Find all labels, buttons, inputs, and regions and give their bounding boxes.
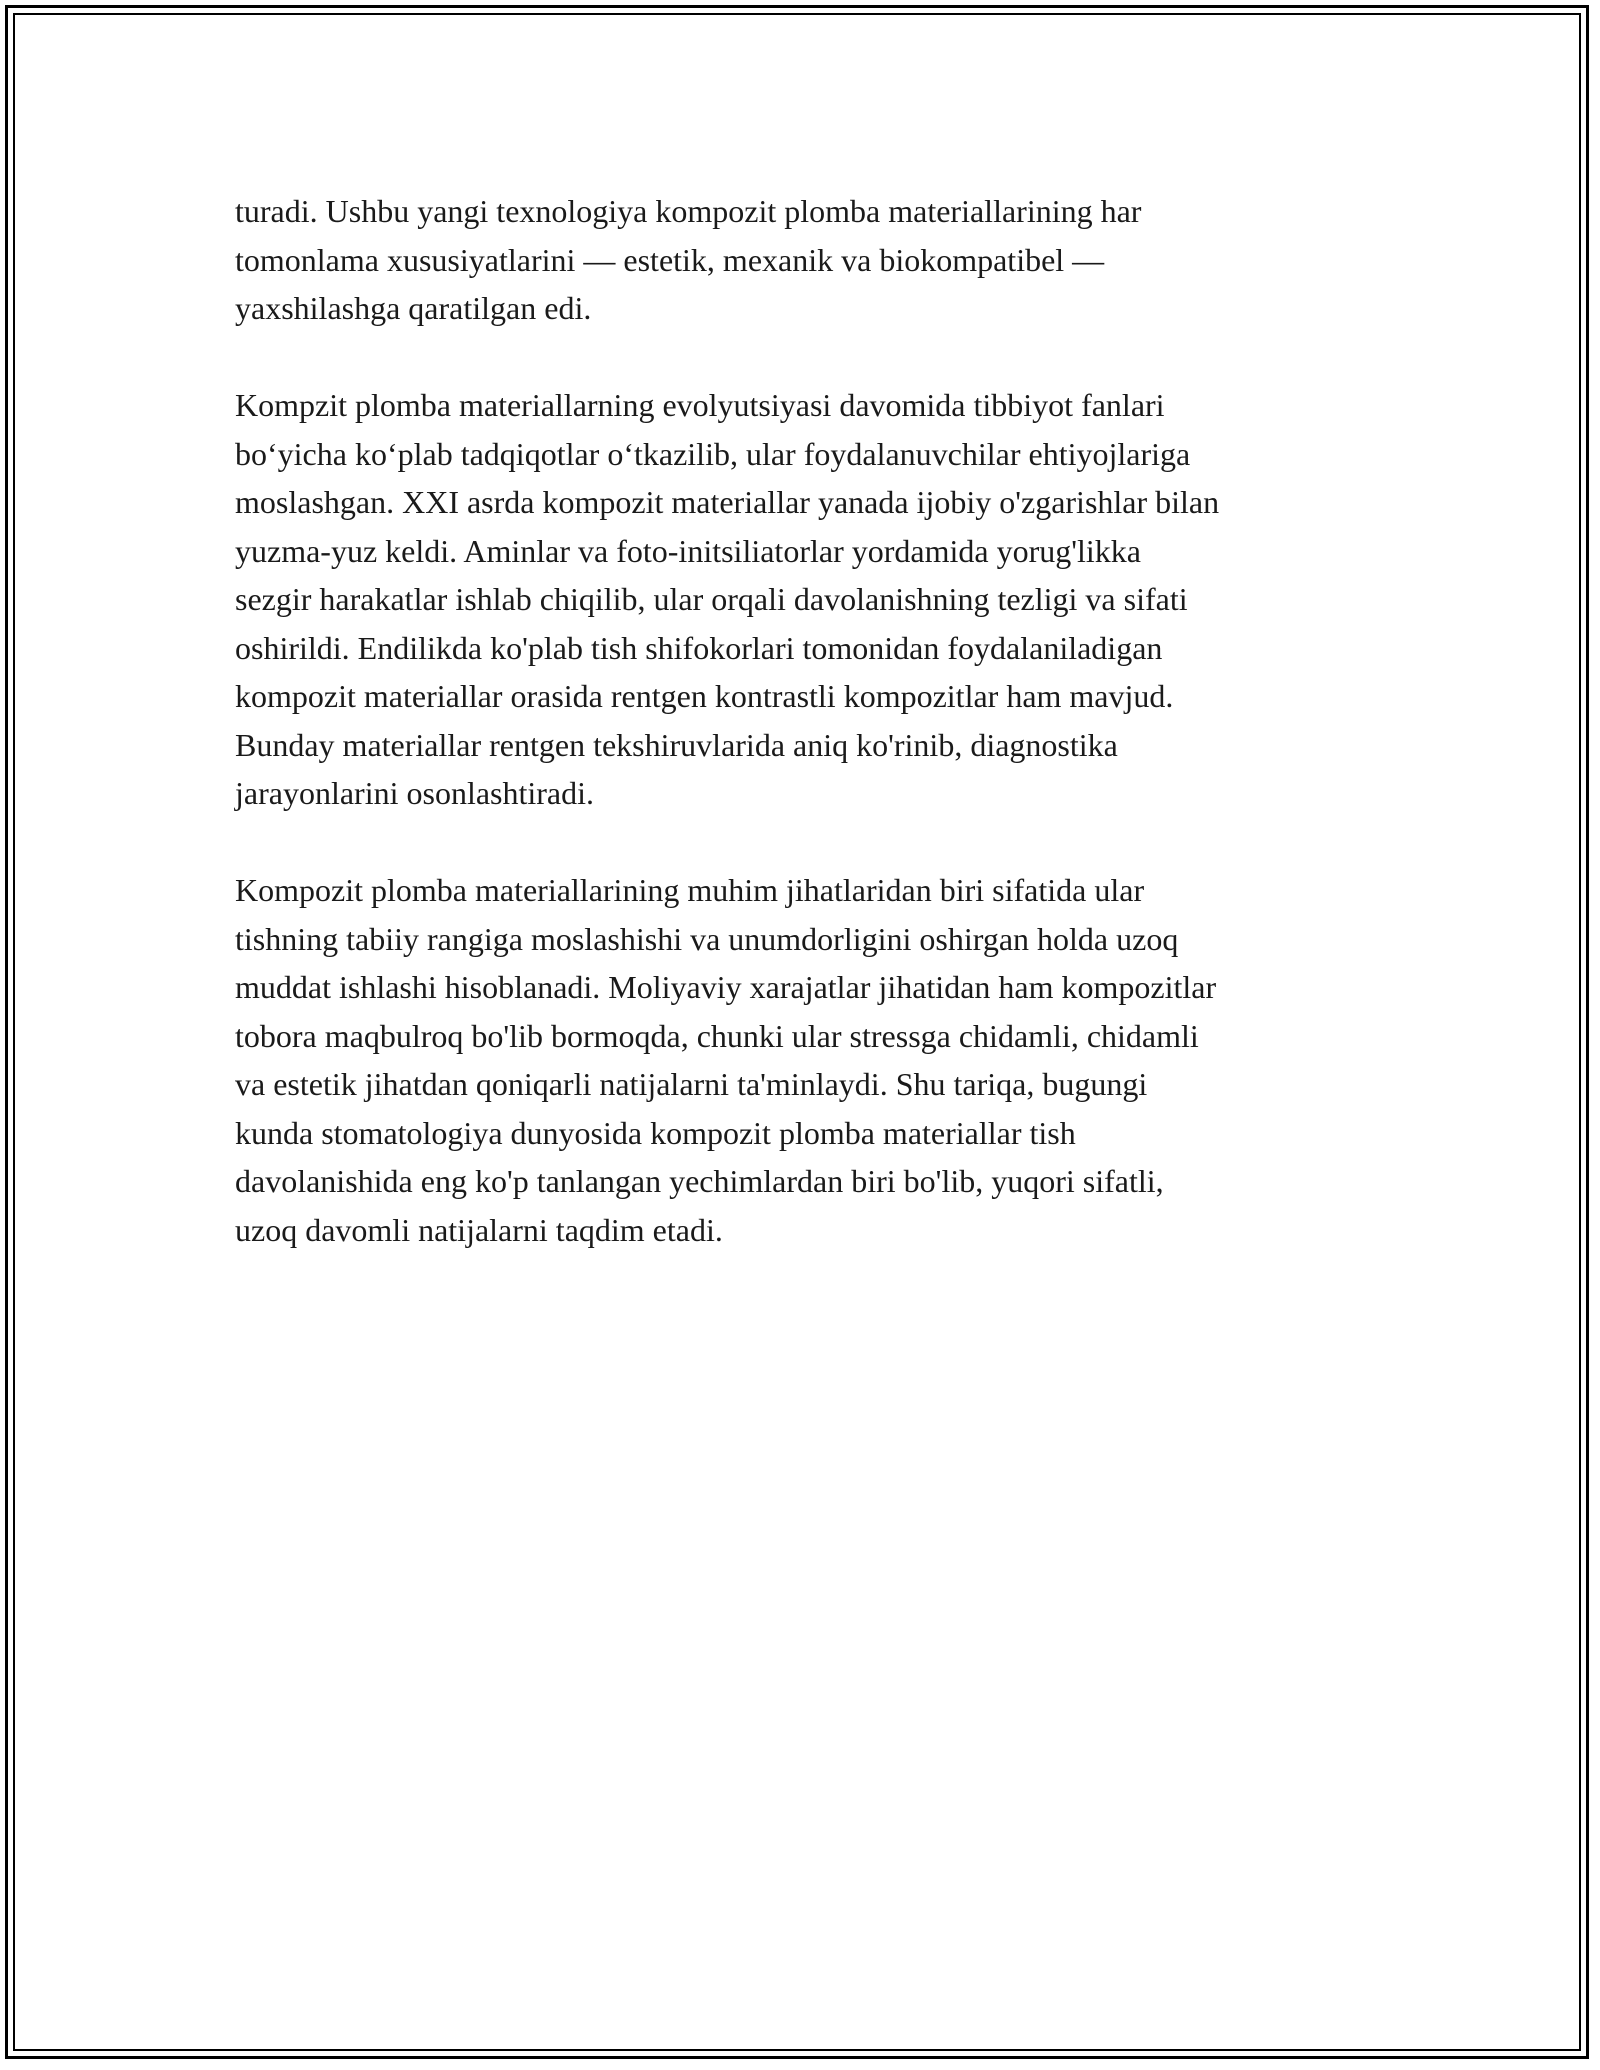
paragraph-1: turadi. Ushbu yangi texnologiya kompozit plomba materiallarining har tomonlama xususiyatlarini — estetik, mexanik va biokompatibel — yaxshilashga qaratilgan edi.: [235, 193, 1142, 326]
document-body: [235, 187, 1375, 1303]
paragraph-3: Kompozit plomba materiallarining muhim jihatlaridan biri sifatida ular tishning tabiiy rangiga moslashishi va unumdorligini oshirgan holda uzoq muddat ishlashi hisoblanadi. Moliyaviy xarajatlar jihatidan ham kompozitlar tobora maqbulroq bo'lib bormoqda, chunki ular stressga chidamli, chidamli va estetik jihatdan qoniqarli natijalarni ta'minlaydi. Shu tariqa, bugungi kunda stomatologiya dunyosida kompozit plomba materiallar tish davolanishida eng ko'p tanlangan yechimlardan biri bo'lib, yuqori sifatli, uzoq davomli natijalarni taqdim etadi.: [235, 872, 1217, 1248]
paragraph-2: Kompzit plomba materiallarning evolyutsiyasi davomida tibbiyot fanlari bo‘yicha ko‘plab tadqiqotlar o‘tkazilib, ular foydalanuvchilar ehtiyojlariga moslashgan. XXI asrda kompozit materiallar yanada ijobiy o'zgarishlar bilan yuzma-yuz keldi. Aminlar va foto-initsiliatorlar yordamida yorug'likka sezgir harakatlar ishlab chiqilib, ular orqali davolanishning tezligi va sifati oshirildi. Endilikda ko'plab tish shifokorlari tomonidan foydalaniladigan kompozit materiallar orasida rentgen kontrastli kompozitlar ham mavjud. Bunday materiallar rentgen tekshiruvlarida aniq ko'rinib, diagnostika jarayonlarini osonlashtiradi.: [235, 387, 1220, 811]
